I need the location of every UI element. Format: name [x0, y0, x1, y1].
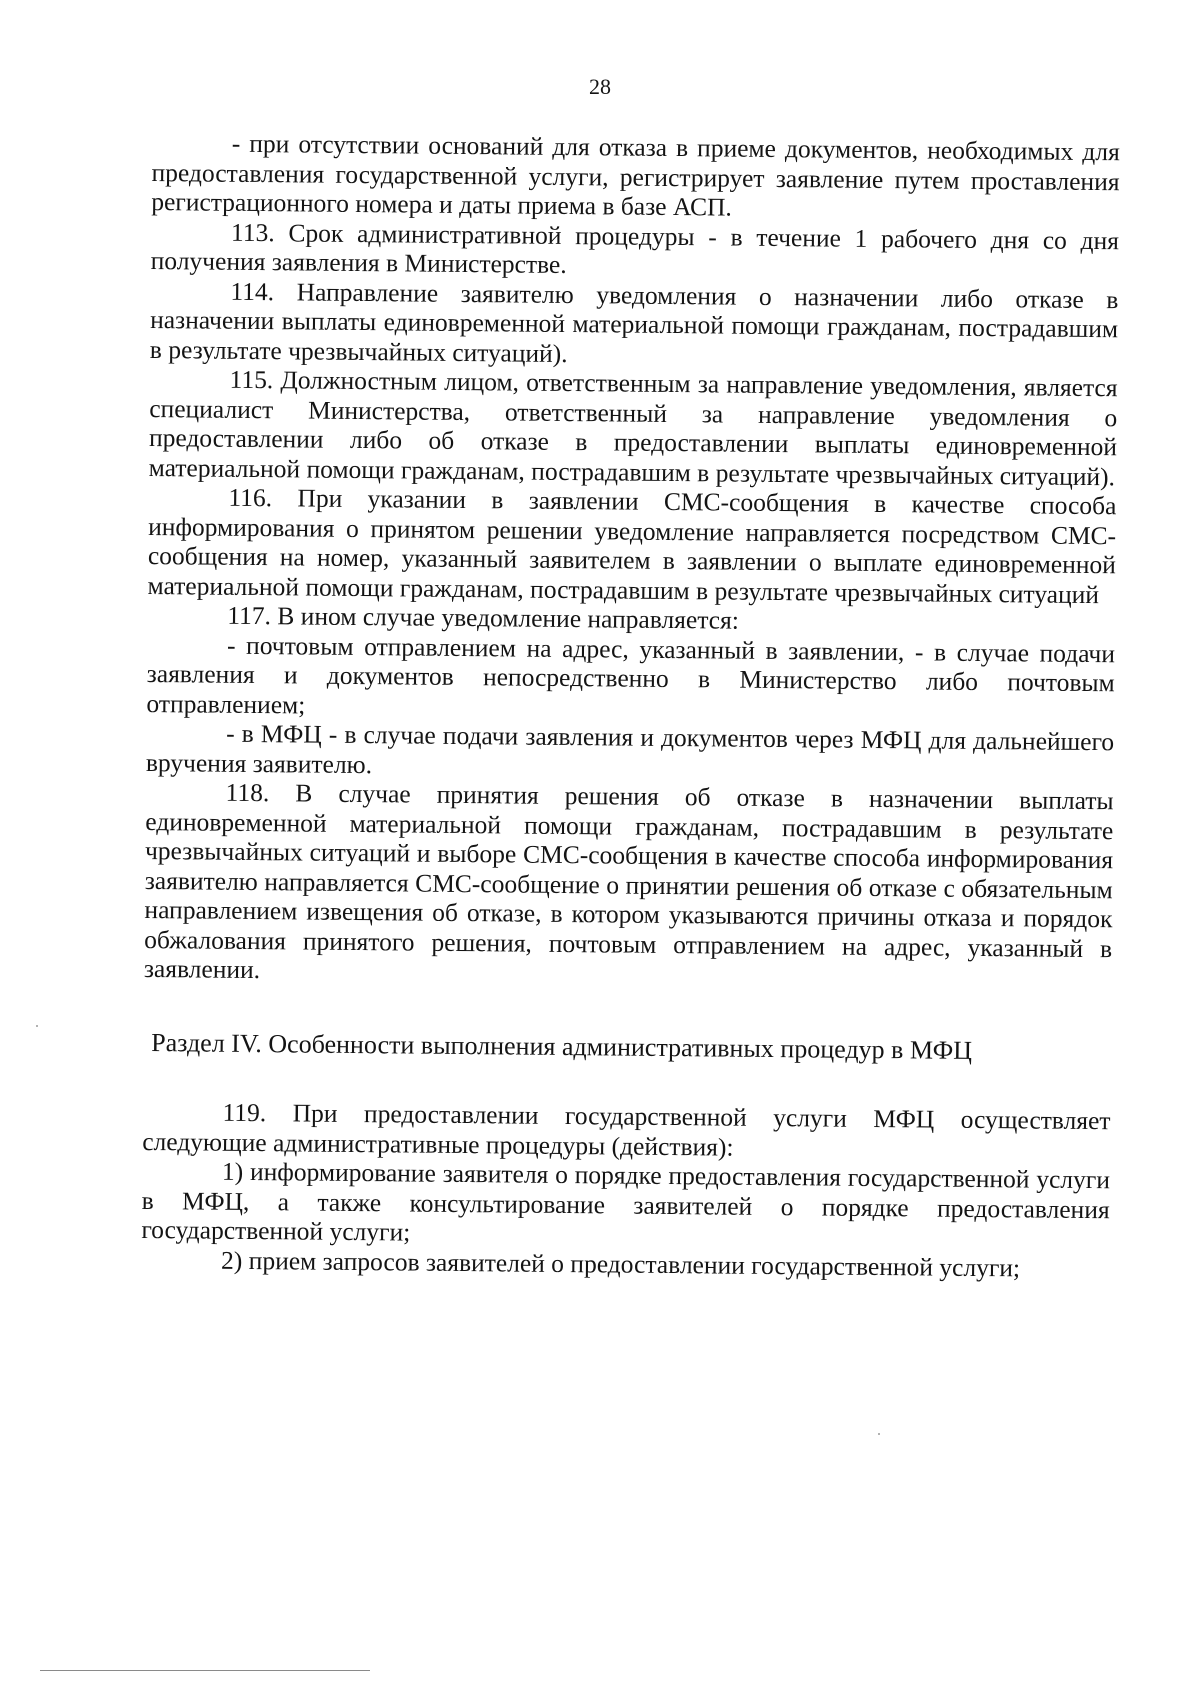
paragraph-117-postal: - почтовым отправлением на адрес, указанный в заявлении, - в случае подачи заявления и документов непосредственно в Министерство либо почтовым отправлением;	[146, 630, 1116, 719]
paragraph-113: 113. Срок административной процедуры - в течение 1 рабочего дня со дня получения заявления в Министерстве.	[150, 217, 1120, 279]
paragraph-115: 115. Должностным лицом, ответственным за направление уведомления, является специалист Министерства, ответственный за направление уведомления о предоставлении либо об отказе в предоставлении выплаты единовременной материальной помощи гражданам, пострадавшим в результате чрезвычайных ситуаций).	[148, 364, 1118, 491]
paragraph-119-item-2: 2) прием запросов заявителей о предоставлении государственной услуги;	[221, 1245, 1021, 1282]
scan-speck	[36, 1025, 38, 1027]
paragraph-117: 117. В ином случае уведомление направляется:	[227, 600, 740, 635]
paragraph-registration: - при отсутствии оснований для отказа в приеме документов, необходимых для предоставления государственной услуги, регистрирует заявление путем проставления регистрационного номера и даты приема в базе АСП.	[151, 128, 1120, 222]
page-number: 28	[589, 74, 611, 99]
paragraph-116: 116. При указании в заявлении СМС-сообщения в качестве способа информирования о принятом решении уведомление направляется посредством СМС-сообщения на номер, указанный заявителем в заявлении о выплате единовременной материальной помощи гражданам, пострадавшим в результате чрезвычайных ситуаций	[147, 482, 1117, 609]
paragraph-119: 119. При предоставлении государственной услуги МФЦ осуществляет следующие административные процедуры (действия):	[142, 1097, 1111, 1162]
paragraph-117-mfc: - в МФЦ - в случае подачи заявления и документов через МФЦ для дальнейшего вручения заявителю.	[145, 718, 1115, 779]
scan-speck	[878, 1433, 880, 1435]
document-body	[141, 128, 1120, 1283]
paragraph-118: 118. В случае принятия решения об отказе в назначении выплаты единовременной материальной помощи гражданам, пострадавшим в результате чрезвычайных ситуаций и выборе СМС-сообщения в качестве способа информирования заявителю направляется СМС-сообщение о принятии решения об отказе с обязательным направлением извещения об отказе, в котором указываются причины отказа и порядок обжалования принятого решения, почтовым отправлением на адрес, указанный в заявлении.	[143, 777, 1114, 985]
paragraph-114: 114. Направление заявителю уведомления о назначении либо отказе в назначении выплаты единовременной материальной помощи гражданам, пострадавшим в результате чрезвычайных ситуаций).	[149, 276, 1119, 368]
section-heading: Раздел IV. Особенности выполнения административных процедур в МФЦ	[151, 1027, 973, 1065]
paragraph-119-item-1: 1) информирование заявителя о порядке предоставления государственной услуги в МФЦ, а также консультирование заявителей о порядке предоставления государственной услуги;	[141, 1156, 1111, 1247]
scan-edge-line	[40, 1670, 370, 1671]
